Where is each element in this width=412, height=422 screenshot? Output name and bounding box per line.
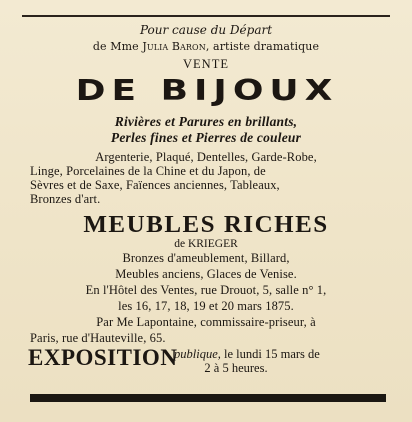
- body-line: Argenterie, Plaqué, Dentelles, Garde-Robe,: [95, 150, 317, 164]
- exposition-date: le lundi 15 mars de: [224, 347, 320, 361]
- body-line: Sèvres et de Saxe, Faïences anciennes, Tableaux,: [30, 178, 280, 192]
- meubles-title: MEUBLES RICHES: [83, 212, 329, 238]
- dedication-name: Julia Baron,: [142, 40, 210, 53]
- dedication-suffix: artiste dramatique: [213, 40, 320, 53]
- exposition-heading: EXPOSITION: [28, 345, 178, 370]
- exposition-public: publique,: [174, 347, 221, 361]
- dedication-prefix: de Mme: [92, 40, 139, 53]
- sale-location-line: En l'Hôtel des Ventes, rue Drouot, 5, salle n° 1,: [85, 283, 327, 297]
- headline: DE BIJOUX: [75, 74, 339, 108]
- address-line: Paris, rue d'Hauteville, 65.: [30, 331, 166, 345]
- meubles-line: Meubles anciens, Glaces de Venise.: [115, 267, 297, 281]
- top-rule: [22, 15, 390, 17]
- subline-jewels: Rivières et Parures en brillants,: [114, 114, 298, 129]
- exposition-hours: 2 à 5 heures.: [204, 361, 268, 375]
- body-line: Bronzes d'art.: [30, 192, 101, 206]
- subline-pearls: Perles fines et Pierres de couleur: [110, 130, 302, 145]
- sale-dates-line: les 16, 17, 18, 19 et 20 mars 1875.: [118, 299, 294, 313]
- body-line: Linge, Porcelaines de la Chine et du Japon, de: [30, 164, 266, 178]
- vente-label: VENTE: [183, 57, 229, 71]
- dedication: [0, 41, 412, 52]
- bottom-rule: [30, 394, 386, 402]
- tagline: Pour cause du Départ: [139, 23, 273, 37]
- auctioneer-line: Par Me Lapontaine, commissaire-priseur, à: [96, 315, 316, 329]
- exposition-detail: [174, 347, 320, 362]
- meubles-maker: de KRIEGER: [174, 238, 238, 250]
- meubles-line: Bronzes d'ameublement, Billard,: [122, 251, 290, 265]
